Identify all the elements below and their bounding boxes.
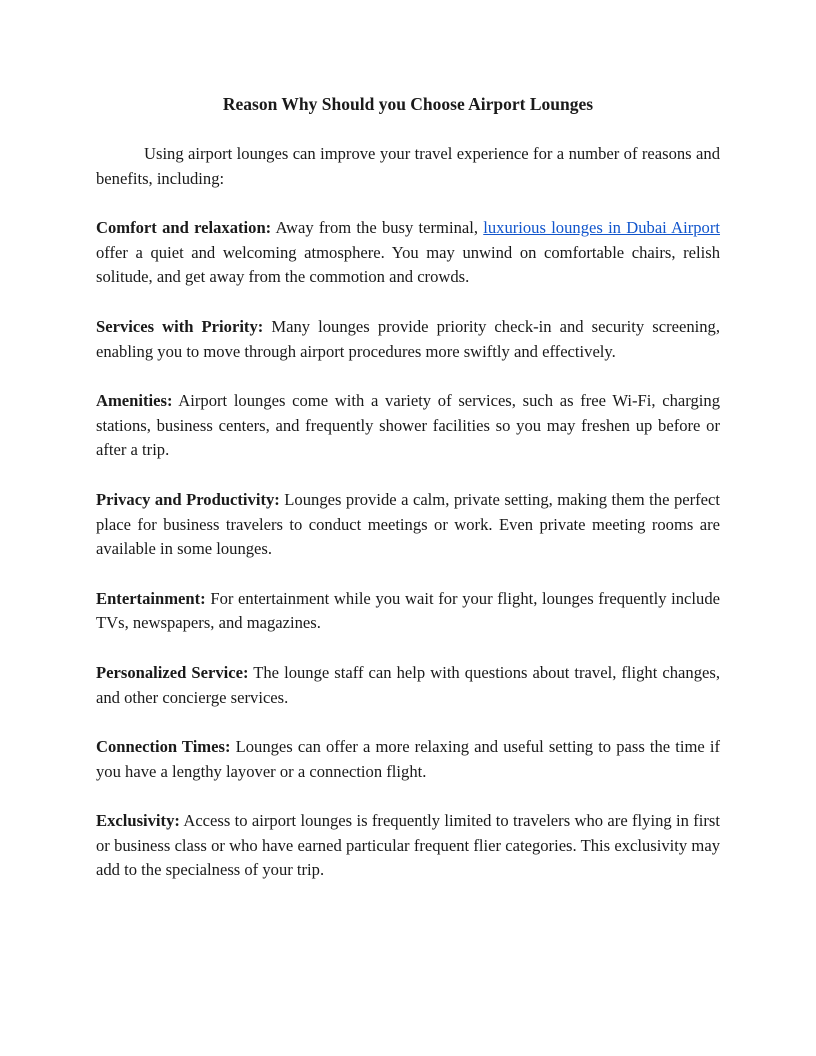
section-connection-times — [96, 735, 720, 784]
section-personalized-service — [96, 661, 720, 710]
section-comfort — [96, 216, 720, 290]
section-text: Lounges can offer a more relaxing and useful setting to pass the time if you have a lengthy layover or a connection flight. — [96, 737, 720, 781]
section-text: Lounges provide a calm, private setting, making them the perfect place for business travelers to conduct meetings or work. Even private meeting rooms are available in some lounges. — [96, 489, 720, 559]
section-text: Access to airport lounges is frequently limited to travelers who are flying in first or business class or who have earned particular frequent flier categories. This exclusivity may add to the specialness of your trip. — [96, 811, 720, 880]
section-text: The lounge staff can help with questions about travel, flight changes, and other concierge services. — [96, 662, 720, 707]
section-term: Entertainment: — [96, 588, 206, 608]
section-term: Exclusivity: — [96, 811, 180, 831]
section-exclusivity — [96, 809, 720, 883]
section-term: Amenities: — [96, 391, 173, 411]
section-term: Privacy and Productivity: — [96, 489, 280, 509]
section-text: Many lounges provide priority check-in and security screening, enabling you to move through airport procedures more swiftly and effectively. — [96, 316, 720, 361]
section-term: Connection Times: — [96, 737, 231, 757]
document-title: Reason Why Should you Choose Airport Lounges — [222, 94, 594, 114]
dubai-lounges-link[interactable]: luxurious lounges in Dubai Airport — [483, 218, 720, 238]
section-text: Away from the busy terminal, — [271, 218, 484, 238]
section-text: Airport lounges come with a variety of services, such as free Wi-Fi, charging stations, business centers, and frequently shower facilities so you may freshen up before or after a trip. — [96, 391, 720, 460]
section-amenities — [96, 389, 720, 463]
section-entertainment — [96, 587, 720, 636]
section-text: offer a quiet and welcoming atmosphere. You may unwind on comfortable chairs, relish solitude, and get away from the commotion and crowds. — [96, 242, 720, 287]
document-page — [96, 92, 720, 908]
section-privacy — [96, 488, 720, 562]
intro-paragraph: Using airport lounges can improve your travel experience for a number of reasons and benefits, including: — [96, 144, 720, 188]
section-priority — [96, 315, 720, 364]
section-term: Comfort and relaxation: — [96, 218, 272, 238]
section-term: Services with Priority: — [96, 316, 264, 336]
section-text: For entertainment while you wait for your flight, lounges frequently include TVs, newspapers, and magazines. — [96, 588, 720, 633]
section-term: Personalized Service: — [96, 662, 249, 682]
